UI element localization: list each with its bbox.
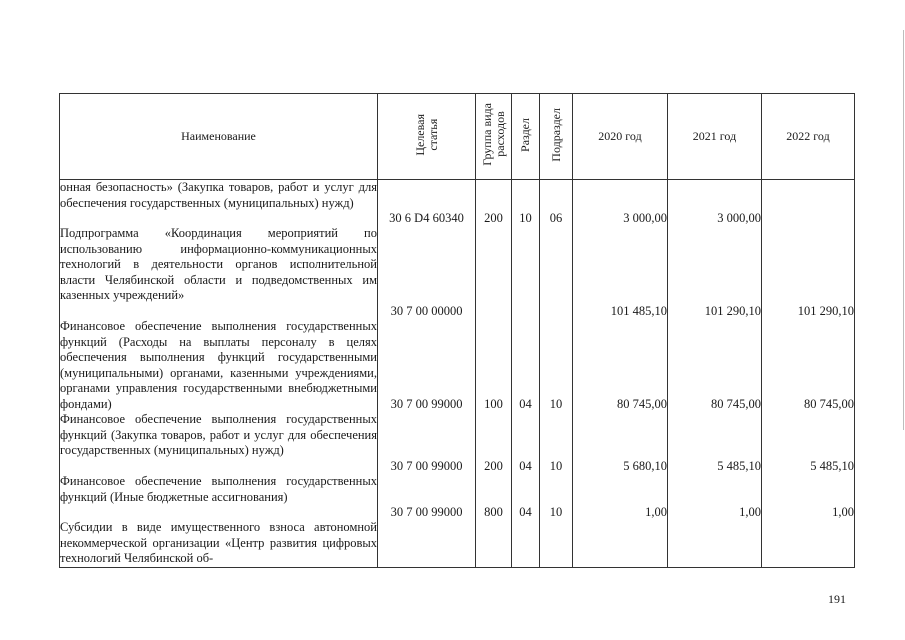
row-2022: 5 485,10 [762, 412, 855, 474]
row-2020: 80 745,00 [573, 319, 668, 412]
table-row [60, 520, 855, 567]
row-2021: 3 000,00 [668, 180, 762, 227]
row-name: Финансовое обеспечение выполнения государственных функций (Закупка товаров, работ и услуг для обеспечения государственных (муниципальных) нужд) [60, 412, 378, 474]
header-subsection-text: Подраздел [548, 107, 563, 162]
row-2021: 101 290,10 [668, 226, 762, 319]
row-2022: 1,00 [762, 474, 855, 520]
row-target: 30 7 00 99000 [378, 474, 476, 520]
row-section [512, 226, 540, 319]
row-subsection: 06 [540, 180, 573, 227]
row-2020: 1,00 [573, 474, 668, 520]
row-subsection: 10 [540, 412, 573, 474]
table-header-row [60, 94, 855, 180]
row-2021 [668, 520, 762, 567]
header-2020: 2020 год [573, 94, 668, 180]
row-name: Подпрограмма «Координация мероприятий по использованию информационно-коммуникационных технологий в деятельности органов исполнительной власти Челябинской области и подведомственных им казенных учреждений» [60, 226, 378, 319]
page-number: 191 [828, 592, 846, 606]
table-row [60, 412, 855, 474]
row-target: 30 6 D4 60340 [378, 180, 476, 227]
row-2022: 101 290,10 [762, 226, 855, 319]
header-group [476, 94, 512, 180]
row-2022: 80 745,00 [762, 319, 855, 412]
header-target [378, 94, 476, 180]
row-name: Финансовое обеспечение выполнения государственных функций (Иные бюджетные ассигнования) [60, 474, 378, 520]
budget-table [59, 93, 855, 568]
row-2020: 5 680,10 [573, 412, 668, 474]
table-row [60, 180, 855, 227]
row-section: 04 [512, 319, 540, 412]
row-group: 800 [476, 474, 512, 520]
row-section: 10 [512, 180, 540, 227]
row-2021: 5 485,10 [668, 412, 762, 474]
header-group-text: Группа вида расходов [479, 103, 507, 166]
header-2022: 2022 год [762, 94, 855, 180]
header-target-text: Целевая статья [412, 113, 440, 156]
table-row [60, 226, 855, 319]
row-target: 30 7 00 99000 [378, 319, 476, 412]
row-subsection [540, 520, 573, 567]
row-2020 [573, 520, 668, 567]
row-name: онная безопасность» (Закупка товаров, работ и услуг для обеспечения государственных (муниципальных) нужд) [60, 180, 378, 227]
row-target [378, 520, 476, 567]
row-2021: 80 745,00 [668, 319, 762, 412]
row-group: 200 [476, 412, 512, 474]
row-section [512, 520, 540, 567]
header-subsection [540, 94, 573, 180]
header-2021: 2021 год [668, 94, 762, 180]
row-group: 200 [476, 180, 512, 227]
page-edge-line [903, 30, 904, 430]
row-2022 [762, 180, 855, 227]
row-target: 30 7 00 99000 [378, 412, 476, 474]
row-group [476, 226, 512, 319]
row-section: 04 [512, 474, 540, 520]
row-name: Субсидии в виде имущественного взноса автономной некоммерческой организации «Центр развития цифровых технологий Челябинской об- [60, 520, 377, 565]
table-row [60, 319, 855, 412]
row-section: 04 [512, 412, 540, 474]
row-subsection: 10 [540, 474, 573, 520]
table-row [60, 474, 855, 520]
row-group: 100 [476, 319, 512, 412]
row-2020: 101 485,10 [573, 226, 668, 319]
header-name: Наименование [60, 94, 378, 180]
row-target: 30 7 00 00000 [378, 226, 476, 319]
row-name: Финансовое обеспечение выполнения государственных функций (Расходы на выплаты персоналу в целях обеспечения выполнения функций государственными (муниципальными) органами, казенными учреждениями, органами управления государственными внебюджетными фондами) [60, 319, 377, 411]
row-subsection: 10 [540, 319, 573, 412]
row-2020: 3 000,00 [573, 180, 668, 227]
header-section [512, 94, 540, 180]
row-2021: 1,00 [668, 474, 762, 520]
header-section-text: Раздел [518, 117, 532, 152]
row-2022 [762, 520, 855, 567]
row-group [476, 520, 512, 567]
row-subsection [540, 226, 573, 319]
